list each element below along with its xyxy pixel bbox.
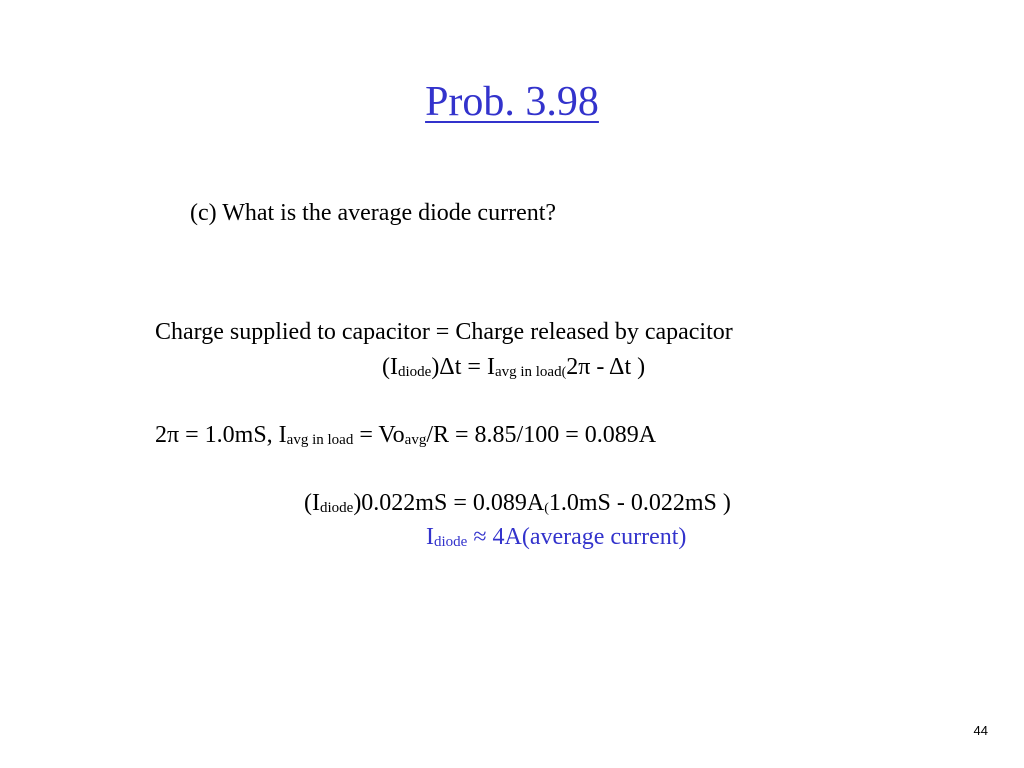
sub-eq-open: (I xyxy=(304,490,320,516)
answer-tail: ≈ 4A(average current) xyxy=(467,524,687,550)
page-number: 44 xyxy=(973,723,988,738)
eq-tail: 2π - Δt ) xyxy=(566,354,646,380)
subscript-avg-in-load: avg in load xyxy=(286,432,354,448)
eq-mid: )Δt = I xyxy=(431,354,495,380)
subscript-diode: diode xyxy=(434,534,468,550)
small-paren: ( xyxy=(561,365,567,380)
subscript-avg: avg xyxy=(404,432,427,448)
small-paren: ( xyxy=(544,501,549,516)
answer-head: I xyxy=(426,524,434,550)
values-tail: /R = 8.85/100 = 0.089A xyxy=(426,422,657,448)
charge-balance-statement: Charge supplied to capacitor = Charge released by capacitor xyxy=(155,319,733,345)
subscript-avg-in-load: avg in load xyxy=(494,364,562,380)
slide-title: Prob. 3.98 xyxy=(425,79,599,125)
subscript-diode: diode xyxy=(319,500,354,516)
subscript-diode: diode xyxy=(397,364,432,380)
substituted-equation xyxy=(304,488,731,524)
values-mid: = Vo xyxy=(353,422,405,448)
eq-open: (I xyxy=(382,354,398,380)
given-values xyxy=(155,420,656,455)
question-text: (c) What is the average diode current? xyxy=(190,200,557,226)
charge-equation xyxy=(382,352,645,388)
answer-result xyxy=(426,522,686,557)
values-head: 2π = 1.0mS, I xyxy=(155,422,287,448)
sub-eq-mid: )0.022mS = 0.089A xyxy=(353,490,545,516)
sub-eq-tail: 1.0mS - 0.022mS ) xyxy=(548,490,731,516)
